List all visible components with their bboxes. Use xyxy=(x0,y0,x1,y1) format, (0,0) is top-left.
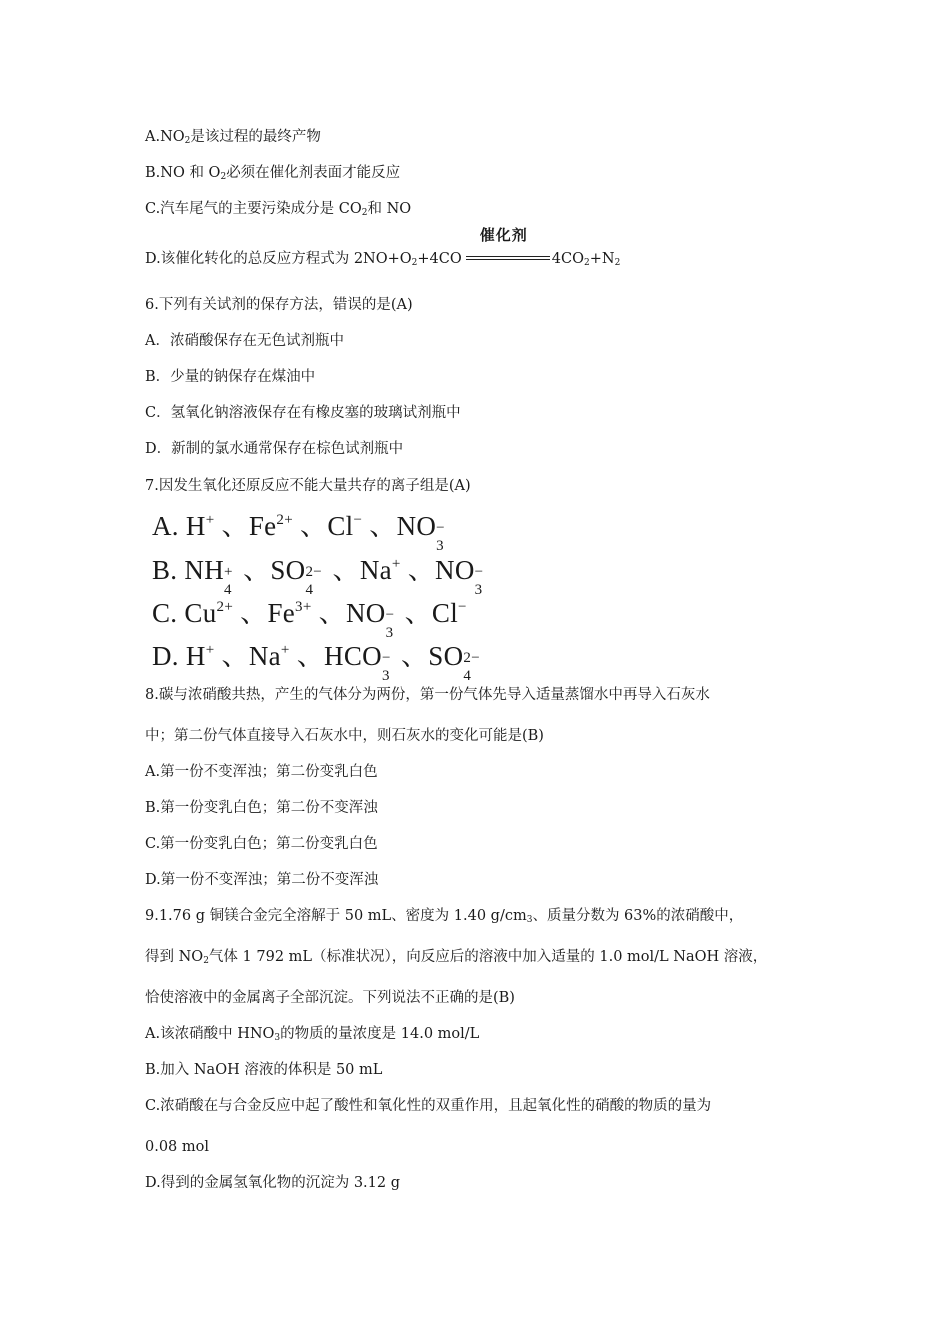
q8-option-a: A.第一份不变浑浊；第二份变乳白色 xyxy=(145,764,378,780)
catalyst-label: 催化剂 xyxy=(479,226,528,244)
q5-option-d: D.该催化转化的总反应方程式为 $2NO+O_2+4CO$ 催化剂 $4CO_2+N_2$ xyxy=(145,226,621,268)
q9-option-c-line1: C.浓硝酸在与合金反应中起了酸性和氧化性的双重作用，且起氧化性的硝酸的物质的量为 xyxy=(145,1098,712,1114)
q7-stem: 7.因发生氧化还原反应不能大量共存的离子组是(A) xyxy=(145,478,471,494)
q5-option-c: C.汽车尾气的主要污染成分是 $CO_2$和 NO xyxy=(145,201,412,218)
q5-option-b: B.NO 和 $O_2$必须在催化剂表面才能反应 xyxy=(145,165,401,182)
q9-stem-line2: 得到 $NO_2$气体 1 792 mL（标准状况），向反应后的溶液中加入适量的 1.0 mol/L NaOH 溶液， xyxy=(145,949,768,966)
q9-option-d: D.得到的金属氢氧化物的沉淀为 3.12 g xyxy=(145,1175,401,1191)
catalyst-equals-sign xyxy=(466,226,550,269)
q6-option-a: A．浓硝酸保存在无色试剂瓶中 xyxy=(145,333,344,349)
q8-stem-line2: 中；第二份气体直接导入石灰水中，则石灰水的变化可能是(B) xyxy=(145,728,544,744)
q7-option-b: B. NH + 4 、SO 2− 4 、Na+ 、NO − 3 xyxy=(152,555,484,598)
q8-option-b: B.第一份变乳白色；第二份不变浑浊 xyxy=(145,800,378,816)
q8-option-c: C.第一份变乳白色；第二份变乳白色 xyxy=(145,836,378,852)
q9-option-a: A.该浓硝酸中 $HNO_3$的物质的量浓度是 14.0 mol/L xyxy=(145,1026,480,1043)
q7-option-a: A. H+ 、$Fe^{2+}$ 、Cl− 、NO − 3 xyxy=(152,511,445,554)
q9-stem-line1: 9.1.76 g 铜镁合金完全溶解于 50 mL、密度为 1.40 $g/cm_3$、质量分数为 63%的浓硝酸中， xyxy=(145,908,744,925)
q6-option-b: B．少量的钠保存在煤油中 xyxy=(145,369,316,385)
q6-stem: 6.下列有关试剂的保存方法，错误的是(A) xyxy=(145,297,413,313)
q8-stem-line1: 8.碳与浓硝酸共热，产生的气体分为两份，第一份气体先导入适量蒸馏水中再导入石灰水 xyxy=(145,687,710,703)
q7-option-d: D. H+ 、Na+ 、HCO − 3 、SO 2− 4 xyxy=(152,641,480,684)
q6-option-c: C．氢氧化钠溶液保存在有橡皮塞的玻璃试剂瓶中 xyxy=(145,405,461,421)
q7-option-c: C. $Cu^{2+}$ 、$Fe^{3+}$ 、NO − 3 、Cl− xyxy=(152,598,467,641)
q6-option-d: D．新制的氯水通常保存在棕色试剂瓶中 xyxy=(145,441,404,457)
q8-option-d: D.第一份不变浑浊；第二份不变浑浊 xyxy=(145,872,379,888)
q9-option-c-line2: 0.08 mol xyxy=(145,1139,210,1155)
q5-option-a: $A.NO_2$是该过程的最终产物 xyxy=(145,129,321,146)
q9-stem-line3: 恰使溶液中的金属离子全部沉淀。下列说法不正确的是(B) xyxy=(145,990,515,1006)
q9-option-b: B.加入 NaOH 溶液的体积是 50 mL xyxy=(145,1062,383,1078)
